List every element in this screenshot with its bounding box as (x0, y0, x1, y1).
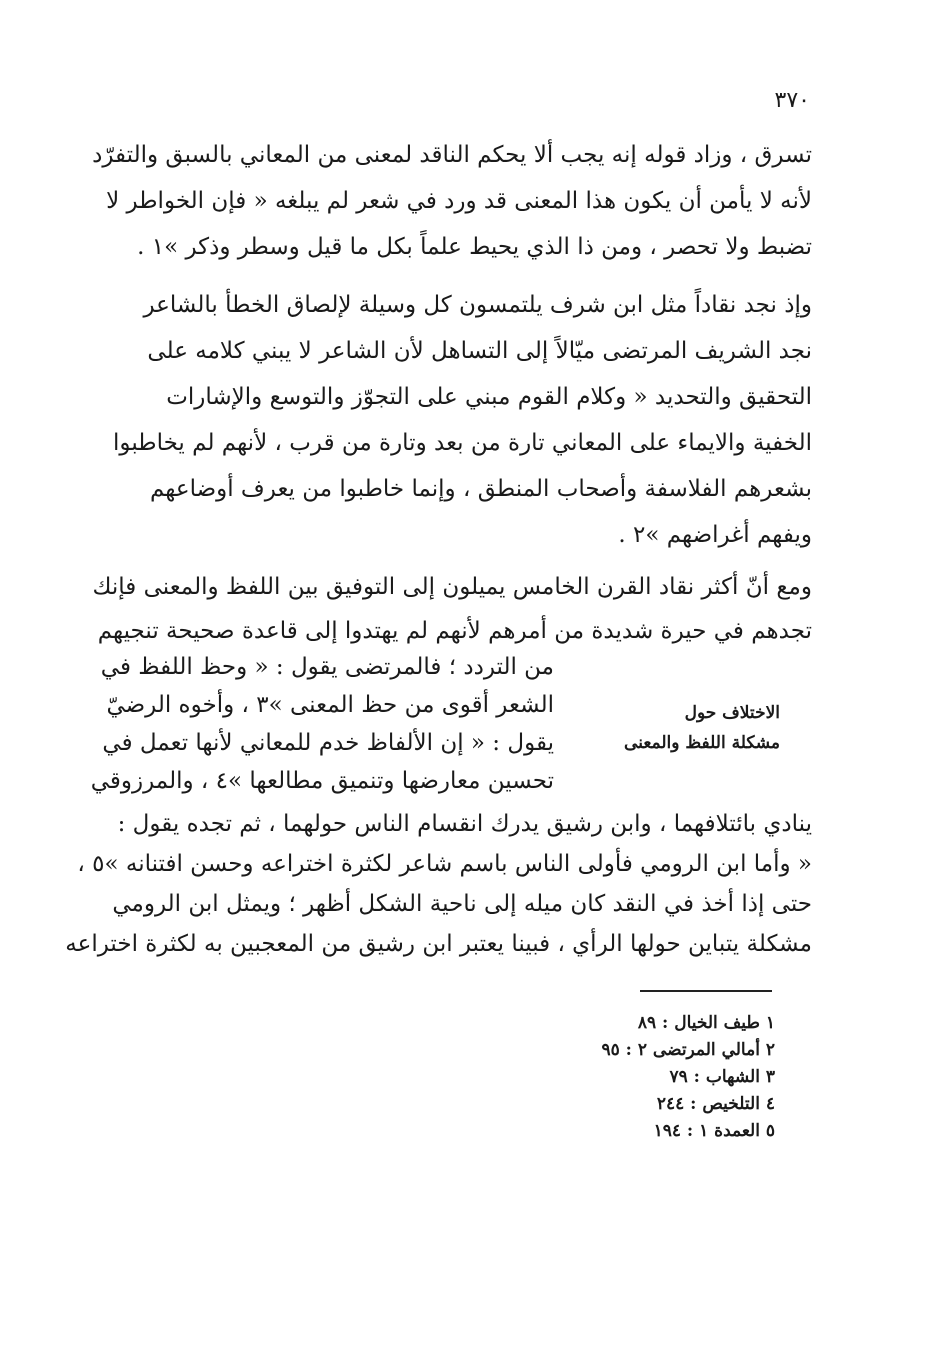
text-line: وإذ نجد نقاداً مثل ابن شرف يلتمسون كل وسيلة لإلصاق الخطأ بالشاعر (143, 292, 812, 318)
text-line: نجد الشريف المرتضى ميّالاً إلى التساهل لأن الشاعر لا يبني كلامه على (147, 338, 812, 364)
paragraph-3-rest (65, 804, 812, 964)
footnote: ١ طيف الخيال : ٨٩ (637, 1013, 775, 1033)
text-line: مشكلة يتباين حولها الرأي ، فبينا يعتبر ابن رشيق من المعجبين به لكثرة اختراعه (65, 931, 812, 957)
text-line: ومع أنّ أكثر نقاد القرن الخامس يميلون إلى التوفيق بين اللفظ والمعنى فإنك (92, 574, 812, 600)
paragraph-3-intro (92, 565, 812, 653)
footnote-separator (640, 990, 772, 992)
text-line: الشعر أقوى من حظ المعنى »٣ ، وأخوه الرضيّ (106, 692, 554, 718)
text-line: حتى إذا أخذ في النقد كان ميله إلى ناحية الشكل أظهر ؛ ويمثل ابن الرومي (112, 891, 812, 917)
text-line: الخفية والايماء على المعاني تارة من بعد وتارة من قرب ، لأنهم لم يخاطبوا (113, 430, 812, 456)
paragraph-2 (104, 282, 812, 558)
footnote: ٣ الشهاب : ٧٩ (669, 1067, 775, 1087)
text-line: التحقيق والتحديد « وكلام القوم مبني على التجوّز والتوسع والإشارات (166, 384, 812, 410)
text-line: ويفهم أغراضهم »٢ . (618, 522, 812, 548)
footnote: ٤ التلخيص : ٢٤٤ (656, 1094, 775, 1114)
text-line: من التردد ؛ فالمرتضى يقول : « وحظ اللفظ في (100, 654, 554, 680)
footnote: ٥ العمدة ١ : ١٩٤ (653, 1121, 775, 1141)
page-number: ٣٧٠ (774, 88, 810, 113)
text-line: تحسين معارضها وتنميق مطالعها »٤ ، والمرزوقي (90, 768, 554, 794)
footnotes (430, 1010, 775, 1145)
paragraph-3-narrow (90, 648, 554, 800)
text-line: تسرق ، وزاد قوله إنه يجب ألا يحكم الناقد لمعنى من المعاني بالسبق والتفرّد (92, 142, 812, 168)
text-line: لأنه لا يأمن أن يكون هذا المعنى قد ورد في شعر لم يبلغه « فإن الخواطر لا (106, 188, 812, 214)
margin-note-line: مشكلة اللفظ والمعنى (624, 733, 780, 753)
paragraph-1 (92, 132, 812, 270)
text-line: تضبط ولا تحصر ، ومن ذا الذي يحيط علماً بكل ما قيل وسطر وذكر »١ . (137, 234, 812, 260)
text-line: يقول : « إن الألفاظ خدم للمعاني لأنها تعمل في (102, 730, 554, 756)
margin-note (600, 698, 780, 758)
footnote: ٢ أمالي المرتضى ٢ : ٩٥ (601, 1040, 775, 1060)
text-line: ينادي بائتلافهما ، وابن رشيق يدرك انقسام الناس حولهما ، ثم تجده يقول : (117, 811, 812, 837)
text-line: « وأما ابن الرومي فأولى الناس باسم شاعر لكثرة اختراعه وحسن افتنانه »٥ ، (77, 851, 812, 877)
text-line: تجدهم في حيرة شديدة من أمرهم لأنهم لم يهتدوا إلى قاعدة صحيحة تنجيهم (97, 618, 812, 644)
text-line: بشعرهم الفلاسفة وأصحاب المنطق ، وإنما خاطبوا من يعرف أوضاعهم (149, 476, 812, 502)
margin-note-line: الاختلاف حول (684, 703, 780, 723)
